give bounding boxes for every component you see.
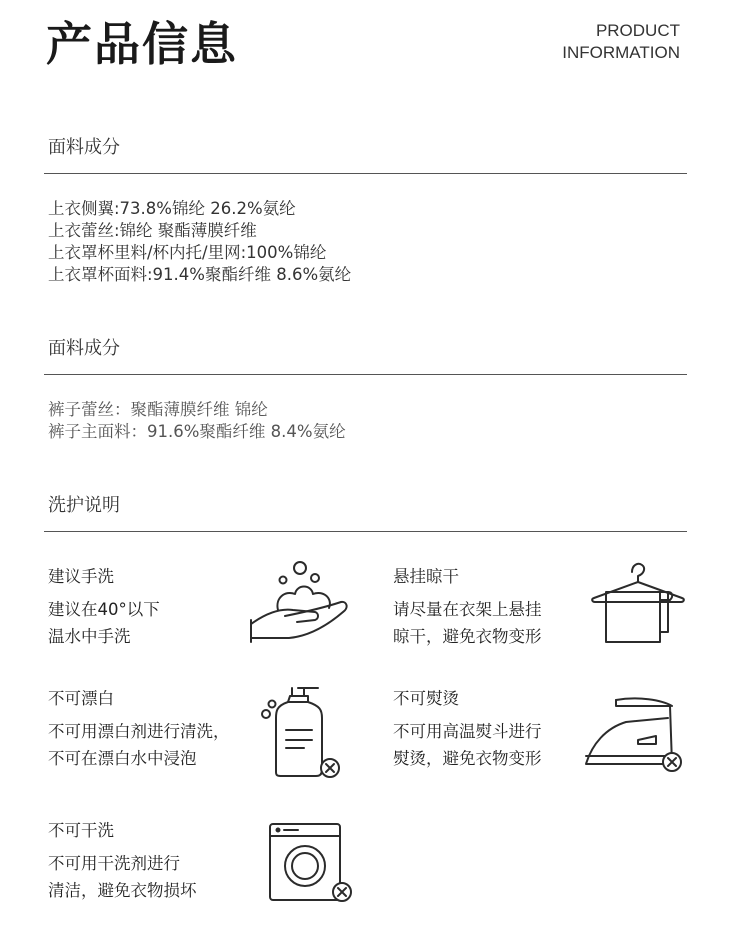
fabric-line: 裤子主面料：91.6%聚酯纤维 8.4%氨纶 (48, 422, 346, 441)
no-bleach-icon (258, 684, 344, 782)
hanger-dry-icon (588, 556, 688, 648)
section-divider (44, 173, 687, 174)
care-desc-line: 不可用高温熨斗进行 (393, 722, 542, 741)
section-heading-care: 洗护说明 (48, 495, 120, 516)
section-heading-fabric-bottom: 面料成分 (48, 338, 120, 359)
care-desc-no-dry-clean (48, 850, 197, 904)
care-desc-line: 请尽量在衣架上悬挂 (393, 600, 542, 619)
fabric-top-list (48, 198, 351, 286)
care-desc-line: 不可用干洗剂进行 (48, 854, 180, 873)
care-title-no-dry-clean: 不可干洗 (48, 821, 114, 840)
care-desc-no-iron (393, 718, 542, 772)
care-desc-line: 不可在漂白水中浸泡 (48, 749, 197, 768)
section-heading-fabric-top: 面料成分 (48, 137, 120, 158)
care-desc-line: 建议在40°以下 (48, 600, 160, 619)
care-desc-line: 温水中手洗 (48, 627, 131, 646)
fabric-line: 裤子蕾丝：聚酯薄膜纤维 锦纶 (48, 400, 268, 419)
section-divider (44, 531, 687, 532)
care-title-hand-wash: 建议手洗 (48, 567, 114, 586)
no-iron-icon (582, 692, 686, 776)
care-title-hanger-dry: 悬挂晾干 (393, 567, 459, 586)
fabric-line: 上衣罩杯面料:91.4%聚酯纤维 8.6%氨纶 (48, 265, 352, 284)
no-dry-clean-icon (264, 820, 356, 906)
page-subtitle-en (562, 20, 680, 64)
section-divider (44, 374, 687, 375)
fabric-line: 上衣侧翼:73.8%锦纶 26.2%氨纶 (48, 199, 296, 218)
care-desc-no-bleach (48, 718, 230, 772)
care-desc-line: 清洁，避免衣物损坏 (48, 881, 197, 900)
page-title: 产品信息 (46, 17, 238, 71)
fabric-bottom-list (48, 399, 346, 443)
care-title-no-bleach: 不可漂白 (48, 689, 114, 708)
care-desc-hand-wash (48, 596, 160, 650)
fabric-line: 上衣蕾丝:锦纶 聚酯薄膜纤维 (48, 221, 257, 240)
care-desc-line: 晾干，避免衣物变形 (393, 627, 542, 646)
subtitle-line-2: INFORMATION (562, 43, 680, 62)
care-title-no-iron: 不可熨烫 (393, 689, 459, 708)
care-desc-line: 熨烫，避免衣物变形 (393, 749, 542, 768)
care-desc-hanger-dry (393, 596, 542, 650)
hand-wash-icon (245, 556, 355, 648)
fabric-line: 上衣罩杯里料/杯内托/里网:100%锦纶 (48, 243, 327, 262)
subtitle-line-1: PRODUCT (595, 21, 680, 40)
care-desc-line: 不可用漂白剂进行清洗， (48, 722, 230, 741)
